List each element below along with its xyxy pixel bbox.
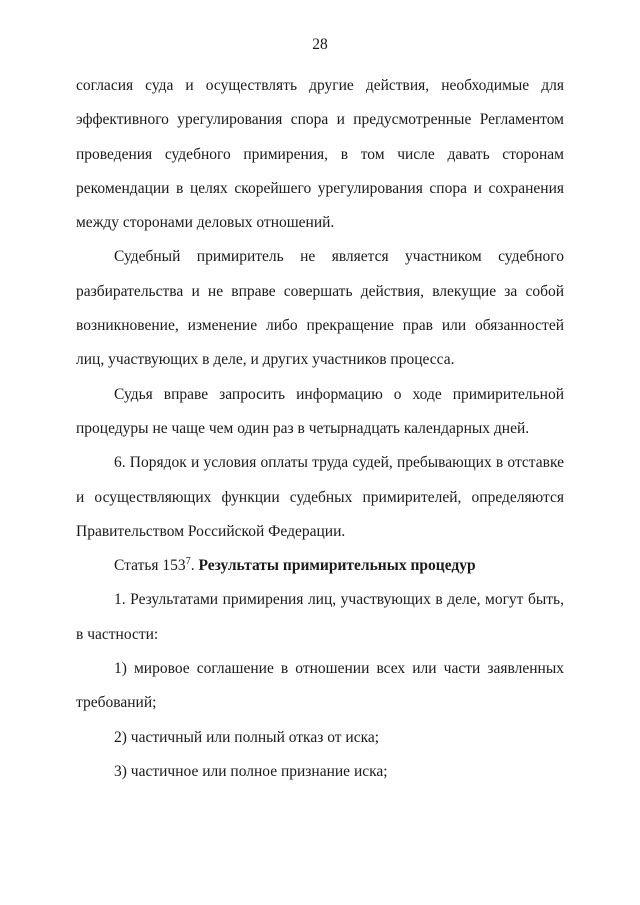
paragraph-item-6: 6. Порядок и условия оплаты труда судей, пребывающих в отставке и осуществляющих функции судебных примирителей, определяются Правительством Российской Федерации. xyxy=(76,454,564,540)
paragraph-subitem-3: 3) частичное или полное признание иска; xyxy=(114,762,388,780)
article-number-superscript: 7 xyxy=(185,556,191,567)
paragraph-conciliator-status: Судебный примиритель не является участником судебного разбирательства и не вправе совершать действия, влекущие за собой возникновение, изменение либо прекращение прав или обязанностей лиц, участвующих в деле, и других участников процесса. xyxy=(76,248,564,369)
paragraph-continuation: согласия суда и осуществлять другие действия, необходимые для эффективного урегулирования спора и предусмотренные Регламентом проведения судебного примирения, в том числе давать сторонам рекомендации в целях скорейшего урегулирования спора и сохранения между сторонами деловых отношений. xyxy=(76,77,564,232)
paragraph-subitem-2: 2) частичный или полный отказ от иска; xyxy=(114,728,380,746)
article-title: Результаты примирительных процедур xyxy=(198,557,476,575)
page-number: 28 xyxy=(312,36,328,53)
article-separator: . xyxy=(190,557,199,575)
document-body xyxy=(76,69,564,789)
paragraph-subitem-1: 1) мировое соглашение в отношении всех или части заявленных требований; xyxy=(76,660,564,712)
article-number: Статья 153 xyxy=(114,557,186,575)
paragraph-item-1: 1. Результатами примирения лиц, участвующих в деле, могут быть, в частности: xyxy=(76,591,564,643)
article-heading xyxy=(76,549,564,583)
paragraph-judge-request: Судья вправе запросить информацию о ходе примирительной процедуры не чаще чем один раз в четырнадцать календарных дней. xyxy=(76,385,564,437)
